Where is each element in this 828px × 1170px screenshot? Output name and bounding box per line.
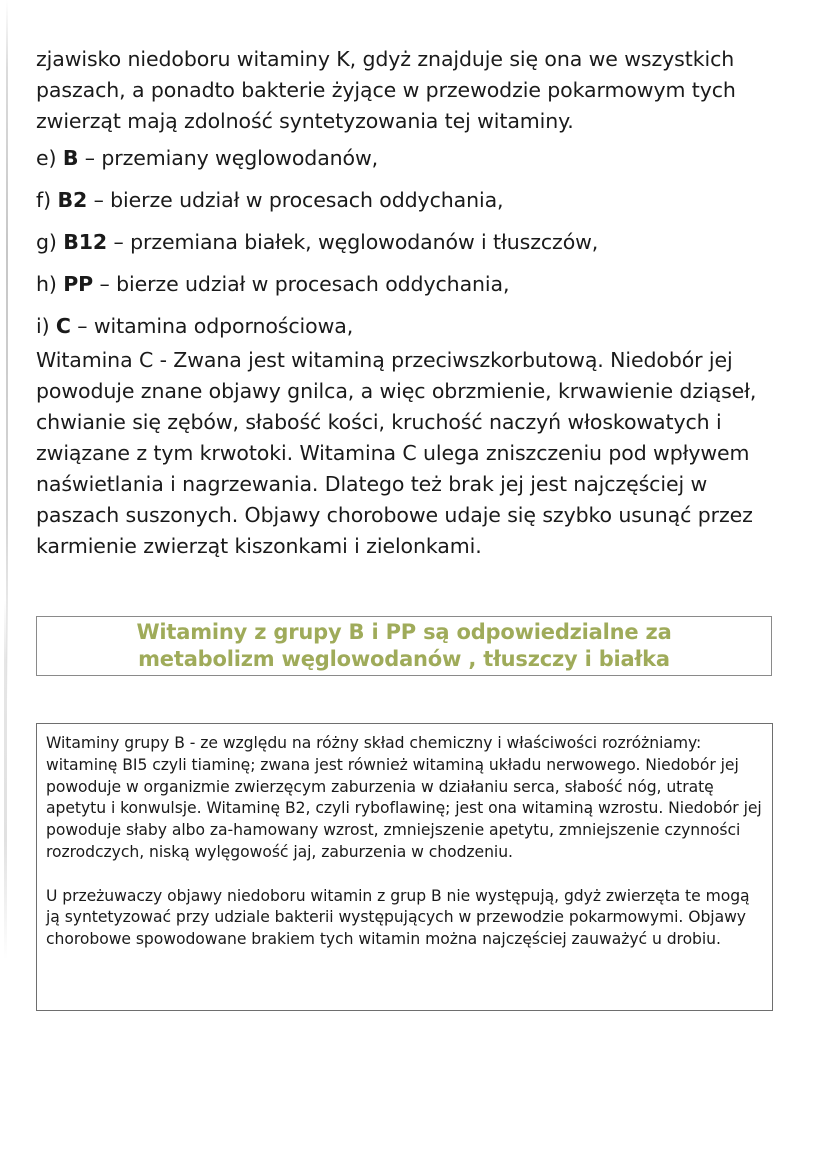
list-item-dash: – xyxy=(77,314,88,338)
list-item-description: przemiana białek, węglowodanów i tłuszczów, xyxy=(130,230,599,254)
list-item-term: B2 xyxy=(57,188,88,212)
list-item-description: bierze udział w procesach oddychania, xyxy=(110,188,504,212)
scan-artifact-streak xyxy=(6,0,8,1170)
list-item-term: B xyxy=(62,146,79,170)
list-item xyxy=(36,227,788,269)
list-item xyxy=(36,185,788,227)
list-item xyxy=(36,269,788,311)
list-item-term: PP xyxy=(63,272,94,296)
green-heading-line-2: metabolizm węglowodanów , tłuszczy i białka xyxy=(138,647,670,671)
bottom-box-paragraph-2: U przeżuwaczy objawy niedoboru witamin z grup B nie występują, gdyż zwierzęta te mogą ją syntetyzować przy udziale bakterii występujących w przewodzie pokarmowymi. Objawy chorobowe spowodowane brakiem tych witamin można najczęściej zauważyć u drobiu. xyxy=(46,886,750,949)
list-item-marker: e) xyxy=(36,146,57,170)
paragraph-spacer xyxy=(46,864,762,886)
list-item-description: bierze udział w procesach oddychania, xyxy=(116,272,510,296)
list-item-dash: – xyxy=(84,146,95,170)
list-item-term: C xyxy=(55,314,71,338)
list-item-marker: f) xyxy=(36,188,52,212)
vitamin-list xyxy=(36,143,788,353)
list-item-term: B12 xyxy=(63,230,108,254)
vitamin-c-paragraph: Witamina C - Zwana jest witaminą przeciwszkorbutową. Niedobór jej powoduje znane objawy gnilca, a więc obrzmienie, krwawienie dziąseł, chwianie się zębów, słabość kości, kruchość naczyń włoskowatych i związane z tym krwotoki. Witamina C ulega zniszczeniu pod wpływem naświetlania i nagrzewania. Dlatego też brak jej jest najczęściej w paszach suszonych. Objawy chorobowe udaje się szybko usunąć przez karmienie zwierząt kiszonkami i zielonkami. xyxy=(36,348,757,558)
bottom-box-paragraph-1: Witaminy grupy B - ze względu na różny skład chemiczny i właściwości rozróżniamy: witaminę BI5 czyli tiaminę; zwana jest również witaminą układu nerwowego. Niedobór jej powoduje w organizmie zwierzęcym zaburzenia w działaniu serca, słabość nóg, utratę apetytu i konwulsje. Witaminę B2, czyli ryboflawinę; jest ona witaminą wzrostu. Niedobór jej powoduje słaby albo za-hamowany wzrost, zmniejszenie apetytu, zmniejszenie czynności rozrodczych, niską wylęgowość jaj, zaburzenia w chodzeniu. xyxy=(46,734,762,861)
list-item-description: witamina odpornościowa, xyxy=(93,314,354,338)
scan-artifact-streak-lower xyxy=(4,600,7,960)
green-heading-box xyxy=(36,616,772,676)
list-item-marker: i) xyxy=(36,314,50,338)
list-item-dash: – xyxy=(113,230,124,254)
bottom-text-box xyxy=(36,723,773,1011)
list-item-marker: h) xyxy=(36,272,57,296)
list-item-marker: g) xyxy=(36,230,57,254)
green-heading-line-1: Witaminy z grupy B i PP są odpowiedzialne za xyxy=(136,620,672,644)
list-item-dash: – xyxy=(93,188,104,212)
intro-paragraph: zjawisko niedoboru witaminy K, gdyż znajduje się ona we wszystkich paszach, a ponadto bakterie żyjące w przewodzie pokarmowym tych zwierząt mają zdolność syntetyzowania tej witaminy. xyxy=(36,47,736,133)
list-item xyxy=(36,143,788,185)
list-item-dash: – xyxy=(99,272,110,296)
list-item-description: przemiany węglowodanów, xyxy=(101,146,379,170)
